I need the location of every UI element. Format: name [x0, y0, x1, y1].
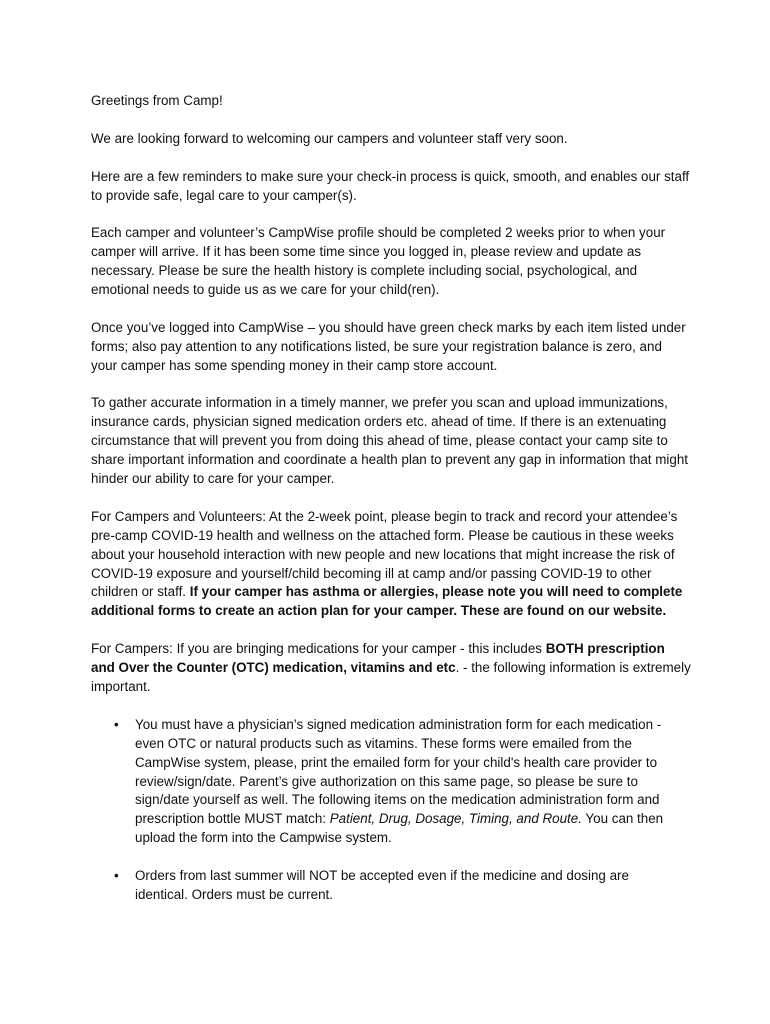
- letter-page: [91, 92, 691, 924]
- medications-intro-emphasis: BOTH prescription and Over the Counter (OTC) medication, vitamins and etc: [91, 641, 665, 676]
- list-item: [114, 716, 685, 848]
- checkmarks-paragraph: Once you’ve logged into CampWise – you should have green check marks by each item listed under forms; also pay attention to any notifications listed, be sure your registration balance is zero, and your camper has some spending money in their camp store account.: [91, 319, 686, 373]
- bullet-italic-text: Patient, Drug, Dosage, Timing, and Route.: [329, 811, 582, 827]
- bullet-text: Orders from last summer will NOT be accepted even if the medicine and dosing are identical. Orders must be current.: [135, 868, 629, 902]
- greeting: Greetings from Camp!: [91, 93, 223, 108]
- bullet-text: You must have a physician’s signed medication administration form for each medication - even OTC or natural products such as vitamins. These forms were emailed from the CampWise system, please, print the emailed form for your child's health care provider to review/sign/date. Parent’s give authorization on this same page, so please be sure to sign/date yourself as well. The following items on the medication administration form and prescription bottle MUST match:: [135, 716, 662, 827]
- bullet-text-end: You can then upload the form into the Campwise system.: [135, 811, 664, 846]
- gather-paragraph: To gather accurate information in a timely manner, we prefer you scan and upload immunizations, insurance cards, physician signed medication orders etc. ahead of time. If there is an extenuating circumstance that will prevent you from doing this ahead of time, please contact your camp site to share important information and coordinate a health plan to prevent any gap in information that might hinder our ability to care for your camper.: [91, 395, 688, 487]
- profile-paragraph: Each camper and volunteer’s CampWise profile should be completed 2 weeks prior to when your camper will arrive. If it has been some time since you logged in, please review and update as necessary. Please be sure the health history is complete including social, psychological, and emotional needs to guide us as we care for your child(ren).: [91, 225, 666, 298]
- covid-text: For Campers and Volunteers: At the 2-week point, please begin to track and record your attendee’s pre-camp COVID-19 health and wellness on the attached form. Please be cautious in these weeks about your household interaction with new people and new locations that might increase the risk of COVID-19 exposure and yourself/child becoming ill at camp and/or passing COVID-19 to other children or staff.: [91, 508, 678, 600]
- reminders-paragraph: Here are a few reminders to make sure your check-in process is quick, smooth, and enables our staff to provide safe, legal care to your camper(s).: [91, 168, 690, 203]
- asthma-allergies-note: If your camper has asthma or allergies, please note you will need to complete additional forms to create an action plan for your camper. These are found on our website.: [91, 584, 683, 619]
- medications-intro: [91, 640, 691, 697]
- bullet-marker: •: [114, 716, 119, 732]
- bullet-marker: •: [114, 868, 119, 884]
- medications-intro-text: For Campers: If you are bringing medications for your camper - this includes: [91, 641, 546, 657]
- medication-requirements-list: [91, 716, 691, 905]
- intro-paragraph: We are looking forward to welcoming our campers and volunteer staff very soon.: [91, 130, 568, 146]
- medications-intro-end: . - the following information is extremely important.: [91, 660, 691, 694]
- covid-paragraph: [91, 508, 691, 621]
- list-item: [114, 867, 685, 905]
